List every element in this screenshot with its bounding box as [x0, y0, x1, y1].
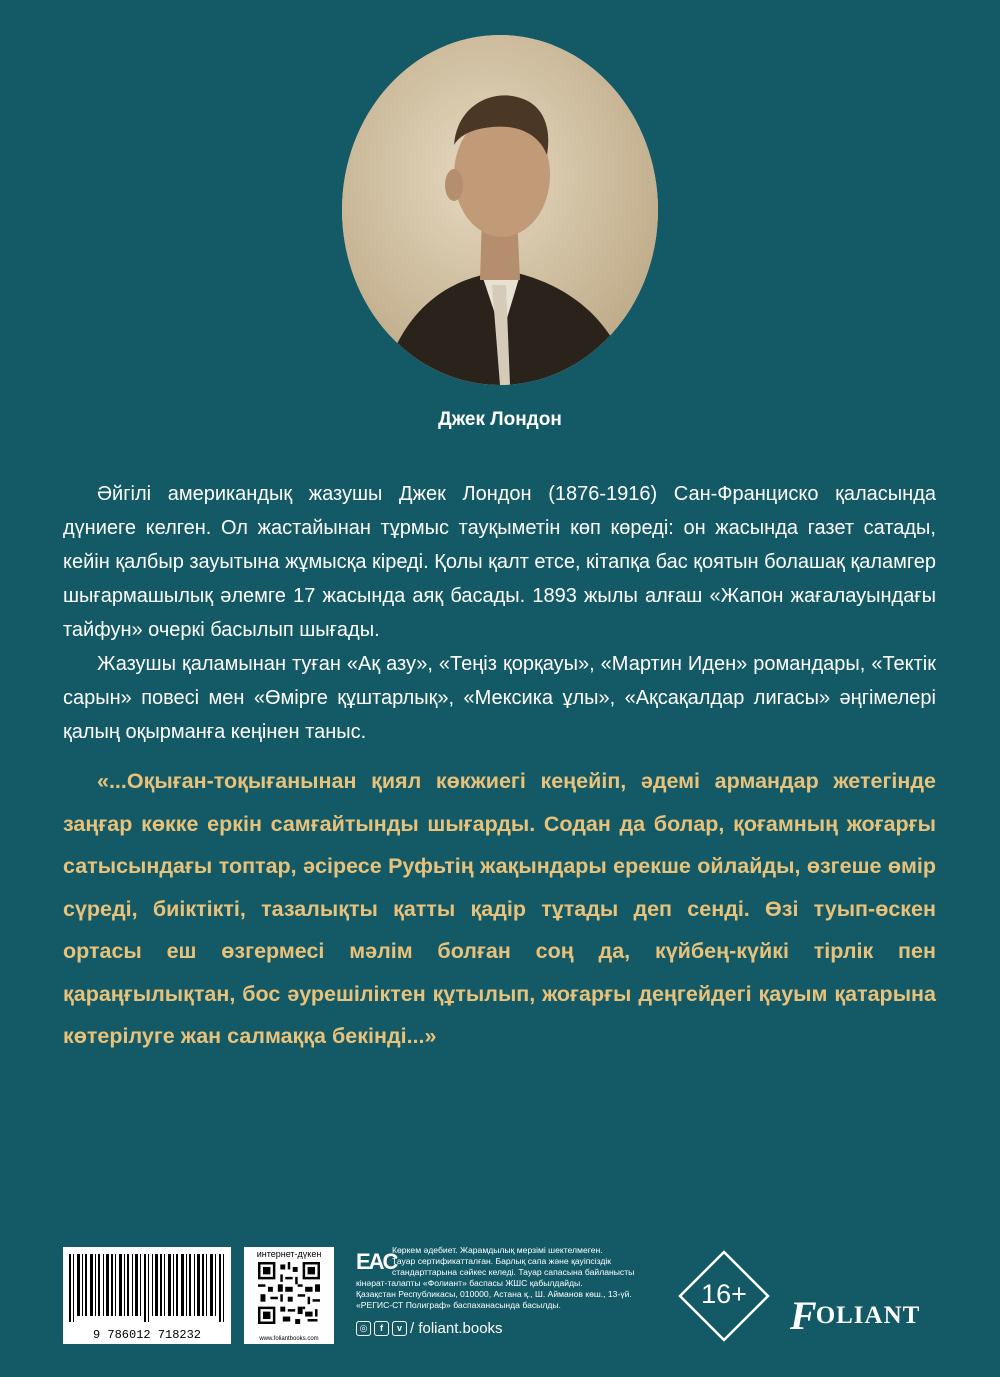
legal-line: «РЕГИС-СТ Полиграф» баспаханасында басылды.	[356, 1300, 561, 1310]
barcode-number: 9 786012 718232	[92, 1328, 202, 1342]
bio-paragraph: Әйгілі американдық жазушы Джек Лондон (1876-1916) Сан-Франциско қаласында дүниеге келген. Ол жастайынан тұрмыс тауқыметін көп көреді: он жасында газет сатады, кейін қалбыр зауытына жұмысқа кіреді. Қолы қалт етсе, кітапқа бас қоятын болашақ қаламгер шығармашылық әлемге 17 жасында аяқ басады. 1893 жылы алғаш «Жапон жағалауындағы тайфун» очеркі басылып шығады.	[63, 483, 937, 641]
legal-line: стандарттарына сәйкес келеді. Тауар сапасына байланысты	[392, 1267, 635, 1277]
author-biography	[63, 477, 936, 749]
legal-line: Қазақстан Республикасы, 010000, Астана қ., Ш. Айманов көш., 13-үй.	[356, 1289, 632, 1299]
logo-text: OLIANT	[815, 1302, 921, 1329]
qr-bottom-label: www.foliantbooks.com	[259, 1336, 319, 1342]
legal-line: Тауар сертификатталған. Барлық сапа және қауіпсіздік	[392, 1256, 612, 1266]
publisher-logo	[790, 1292, 920, 1339]
social-links[interactable]	[356, 1320, 503, 1337]
eac-certification-mark: EAC	[356, 1249, 397, 1274]
legal-line: кінәрат-талапты «Фолиант» баспасы ЖШС қабылдайды.	[356, 1278, 583, 1288]
bio-paragraph: Жазушы қаламынан туған «Ақ азу», «Теңіз қорқауы», «Мартин Иден» романдары, «Тектік сарын» повесі мен «Өмірге құштарлық», «Мексика ұлы», «Ақсақалдар лигасы» әңгімелері қалың оқырманға кеңінен таныс.	[63, 653, 936, 743]
logo-initial: F	[790, 1293, 818, 1338]
book-quote: «...Оқыған-тоқығанынан қиял көкжиегі кеңейіп, әдемі армандар жетегінде заңғар көкке еркін самғайтынды шығарды. Содан да болар, қоғамның жоғарғы сатысындағы топтар, әсіресе Руфьтің жақындары ерекше ойлайды, өзгеше өмір сүреді, биіктікті, тазалықты қатты қадір тұтады деп сенді. Өзі туып-өскен ортасы еш өзгермесі мәлім болған соң да, күйбең-күйкі тірлік пен қараңғылықтан, бос әурешіліктен құтылып, жоғарғы деңгейдегі қауым қатарына көтерілуге жан салмаққа бекінді...»	[63, 769, 936, 1048]
facebook-icon[interactable]: f	[374, 1321, 389, 1336]
isbn-barcode	[63, 1247, 231, 1344]
legal-info	[392, 1245, 682, 1278]
qr-code-icon	[258, 1262, 320, 1324]
author-portrait	[342, 35, 658, 385]
qr-top-label: интернет-дүкен	[256, 1249, 322, 1259]
social-handle[interactable]: / foliant.books	[410, 1320, 503, 1337]
legal-info-continued	[356, 1278, 676, 1311]
author-name: Джек Лондон	[438, 409, 562, 430]
age-rating: 16+	[701, 1279, 747, 1309]
instagram-icon[interactable]: ◎	[356, 1321, 371, 1336]
vk-icon[interactable]: v	[392, 1321, 407, 1336]
barcode-bars	[69, 1254, 225, 1322]
legal-line: Көркем әдебиет. Жарамдылық мерзімі шектелмеген.	[392, 1245, 603, 1255]
qr-code-block[interactable]	[244, 1247, 334, 1344]
